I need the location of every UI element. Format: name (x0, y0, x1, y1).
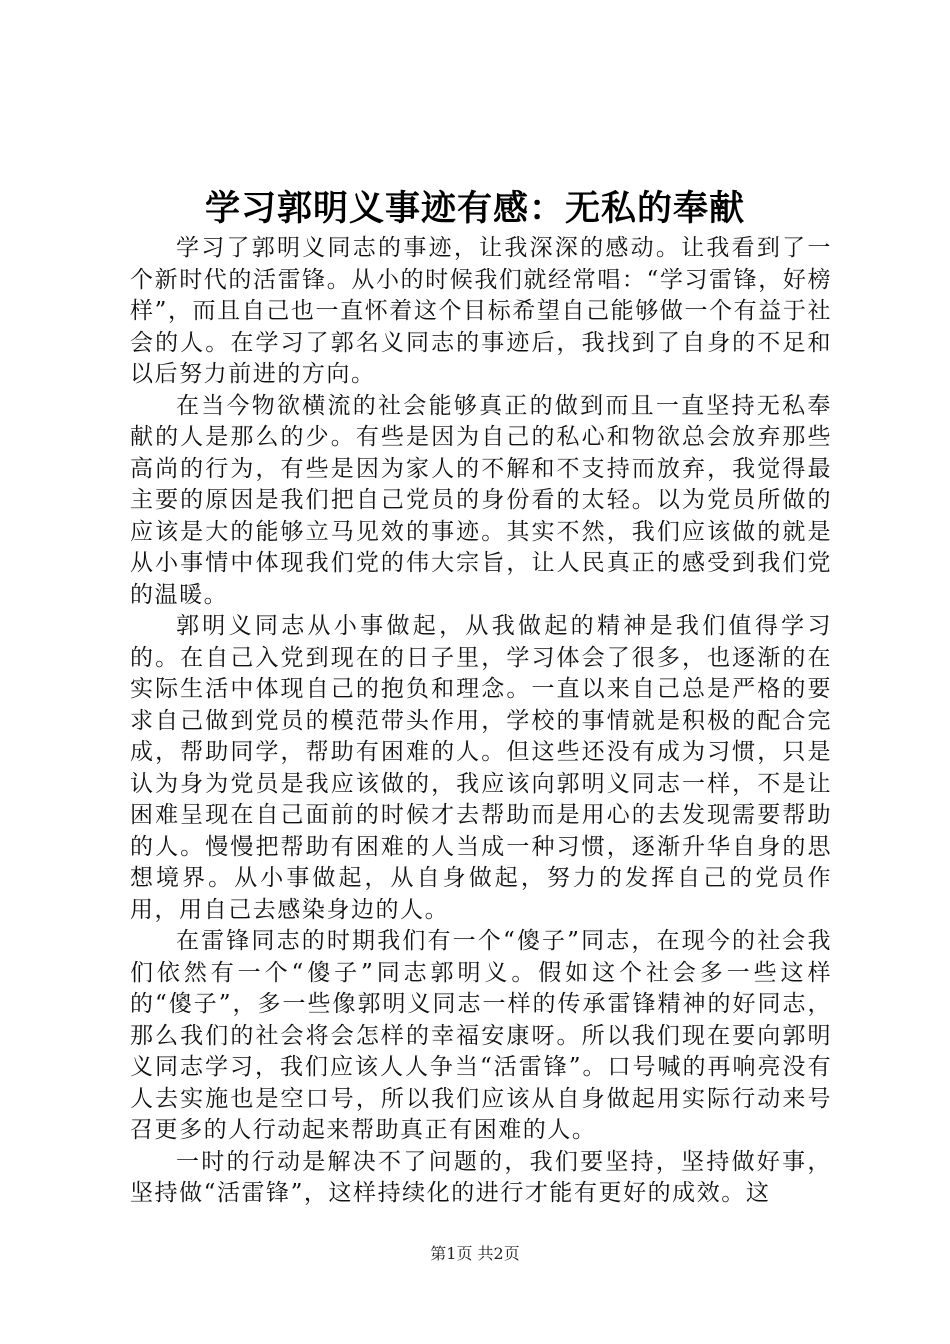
page-number-footer: 第1页 共2页 (430, 1244, 520, 1263)
document-title: 学习郭明义事迹有感：无私的奉献 (204, 188, 745, 229)
paragraph-4: 在雷锋同志的时期我们有一个“傻子”同志，在现今的社会我们依然有一个“傻子”同志郭明义。假如这个社会多一些这样的“傻子”，多一些像郭明义同志一样的传承雷锋精神的好同志，那么我们的社会将会怎样的幸福安康呀。所以我们现在要向郭明义同志学习，我们应该人人争当“活雷锋”。口号喊的再响亮没有人去实施也是空口号，所以我们应该从自身做起用实际行动来号召更多的人行动起来帮助真正有困难的人。 (130, 928, 832, 1143)
paragraph-1: 学习了郭明义同志的事迹，让我深深的感动。让我看到了一个新时代的活雷锋。从小的时候我们就经常唱：“学习雷锋，好榜样”，而且自己也一直怀着这个目标希望自己能够做一个有益于社会的人。在学习了郭名义同志的事迹后，我找到了自身的不足和以后努力前进的方向。 (130, 235, 832, 387)
paragraph-3: 郭明义同志从小事做起，从我做起的精神是我们值得学习的。在自己入党到现在的日子里，学习体会了很多，也逐渐的在实际生活中体现自己的抱负和理念。一直以来自己总是严格的要求自己做到党员的模范带头作用，学校的事情就是积极的配合完成，帮助同学，帮助有困难的人。但这些还没有成为习惯，只是认为身为党员是我应该做的，我应该向郭明义同志一样，不是让困难呈现在自己面前的时候才去帮助而是用心的去发现需要帮助的人。慢慢把帮助有困难的人当成一种习惯，逐渐升华自身的思想境界。从小事做起，从自身做起，努力的发挥自己的党员作用，用自己去感染身边的人。 (130, 613, 832, 923)
paragraph-2: 在当今物欲横流的社会能够真正的做到而且一直坚持无私奉献的人是那么的少。有些是因为自己的私心和物欲总会放弃那些高尚的行为，有些是因为家人的不解和不支持而放弃，我觉得最主要的原因是我们把自己党员的身份看的太轻。以为党员所做的应该是大的能够立马见效的事迹。其实不然，我们应该做的就是从小事情中体现我们党的伟大宗旨，让人民真正的感受到我们党的温暖。 (130, 392, 832, 608)
document-body (130, 233, 832, 1210)
paragraph-5: 一时的行动是解决不了问题的，我们要坚持，坚持做好事，坚持做“活雷锋”，这样持续化的进行才能有更好的成效。这 (130, 1148, 832, 1206)
